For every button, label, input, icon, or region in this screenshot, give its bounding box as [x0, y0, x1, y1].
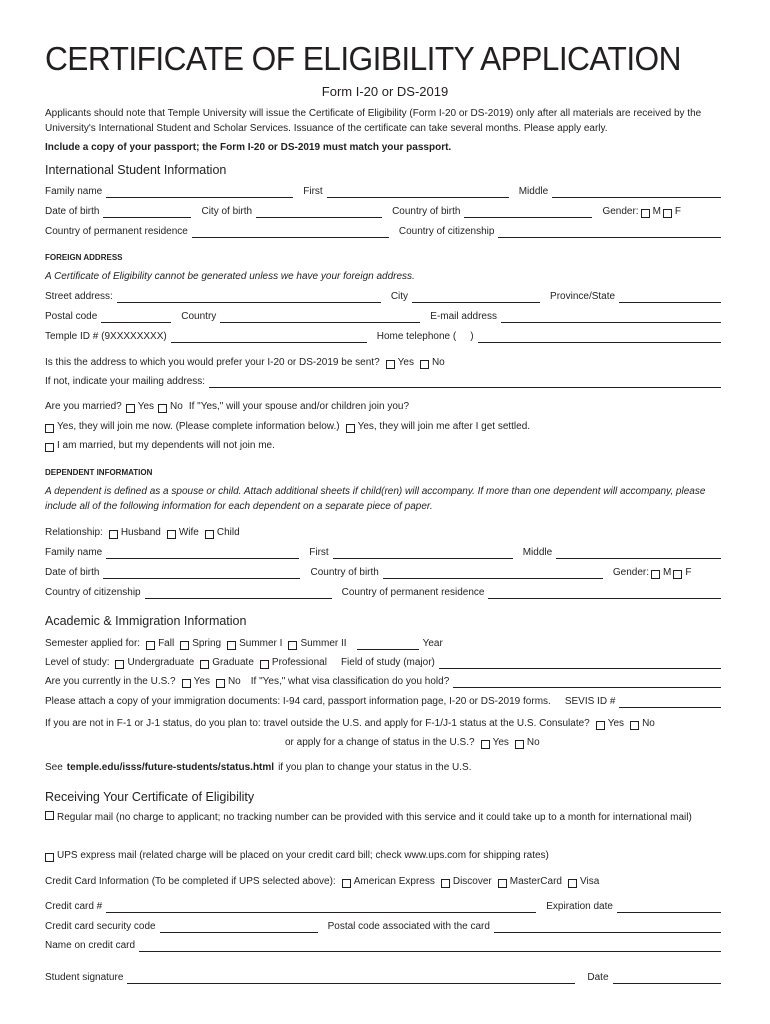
visa-question: If "Yes," what visa classification do you hold?	[250, 676, 450, 687]
prefer-yes-label: Yes	[397, 357, 414, 368]
postal-field[interactable]	[101, 312, 171, 323]
province-field[interactable]	[619, 292, 721, 303]
dependent-note: A dependent is defined as a spouse or child. Attach additional sheets if child(ren) will accompany. If more than one dependent will accompany, please include all of the following information for each dependent on a separate piece of paper.	[45, 486, 706, 512]
cc-name-row	[45, 939, 725, 952]
married-no-label: No	[170, 401, 183, 412]
student-birth-row	[45, 205, 725, 218]
street-label: Street address:	[45, 291, 113, 302]
family-name-label: Family name	[45, 186, 103, 197]
temple-id-row	[45, 330, 725, 343]
cc-info-label: Credit Card Information (To be completed if UPS selected above):	[45, 876, 336, 887]
security-code-label: Credit card security code	[45, 921, 156, 932]
mailing-field[interactable]	[209, 377, 721, 388]
country-field[interactable]	[220, 312, 420, 323]
dep-gender-m-label: M	[663, 567, 672, 578]
temple-id-field[interactable]	[171, 332, 367, 343]
dep-first-field[interactable]	[333, 548, 513, 559]
year-label: Year	[422, 638, 443, 649]
consulate-yes-label: Yes	[607, 718, 625, 729]
email-label: E-mail address	[430, 311, 497, 322]
join-later-checkbox[interactable]	[346, 424, 355, 433]
home-phone-label: Home telephone (	[376, 331, 457, 342]
dep-residence-field[interactable]	[488, 588, 721, 599]
country-of-birth-field[interactable]	[464, 207, 592, 218]
prefer-address-question: Is this the address to which you would prefer your I-20 or DS-2019 be sent?	[45, 357, 380, 368]
change-yes-label: Yes	[492, 737, 509, 748]
temple-id-label: Temple ID # (9XXXXXXXX)	[45, 331, 167, 342]
home-phone-paren: )	[470, 331, 474, 342]
cc-name-label: Name on credit card	[45, 940, 136, 951]
visa-label: Visa	[580, 876, 600, 887]
dependent-birth-row	[45, 566, 725, 579]
regular-mail-checkbox[interactable]	[45, 811, 54, 820]
mastercard-checkbox[interactable]	[498, 879, 507, 888]
visa-checkbox[interactable]	[568, 879, 577, 888]
first-name-field[interactable]	[327, 187, 509, 198]
city-of-birth-field[interactable]	[256, 207, 382, 218]
dep-gender-f-checkbox[interactable]	[673, 570, 682, 579]
not-join-label: I am married, but my dependents will not join me.	[57, 440, 275, 451]
summer1-checkbox[interactable]	[227, 641, 236, 650]
in-us-row	[45, 675, 725, 688]
passport-note: Include a copy of your passport; the Form I-20 or DS-2019 must match your passport.	[45, 142, 452, 153]
street-row	[45, 290, 725, 303]
dep-first-label: First	[309, 547, 329, 558]
street-field[interactable]	[117, 292, 381, 303]
regular-mail-label: Regular mail (no charge to applicant; no tracking number can be provided with this service and it could take up to a month for international mail)	[57, 812, 692, 823]
postal-label: Postal code	[45, 311, 98, 322]
residence-field[interactable]	[192, 227, 389, 238]
join-row	[45, 420, 725, 433]
wife-checkbox[interactable]	[167, 530, 176, 539]
province-label: Province/State	[550, 291, 616, 302]
in-us-no-label: No	[227, 676, 241, 687]
married-question: Are you married?	[45, 401, 122, 412]
not-join-row	[45, 439, 725, 452]
cc-info-row	[45, 875, 725, 888]
date-label: Date	[587, 972, 609, 983]
dep-middle-label: Middle	[522, 547, 553, 558]
prefer-address-row	[45, 356, 725, 369]
cc-number-row	[45, 900, 725, 913]
married-yes-label: Yes	[137, 401, 155, 412]
citizenship-label: Country of citizenship	[398, 226, 495, 237]
in-us-yes-label: Yes	[193, 676, 210, 687]
dep-gender-f-label: F	[685, 567, 692, 578]
page-title: CERTIFICATE OF ELIGIBILITY APPLICATION	[45, 40, 681, 77]
dep-dob-field[interactable]	[103, 568, 300, 579]
in-us-question: Are you currently in the U.S.?	[45, 676, 176, 687]
security-row	[45, 920, 725, 933]
gender-f-label: F	[674, 206, 682, 217]
expiration-label: Expiration date	[546, 901, 613, 912]
see-row	[45, 761, 725, 774]
card-postal-label: Postal code associated with the card	[327, 921, 490, 932]
married-no-checkbox[interactable]	[158, 404, 167, 413]
graduate-checkbox[interactable]	[200, 660, 209, 669]
discover-checkbox[interactable]	[441, 879, 450, 888]
dob-label: Date of birth	[45, 206, 100, 217]
security-code-field[interactable]	[160, 922, 318, 933]
gender-f-checkbox[interactable]	[663, 209, 672, 218]
signature-label: Student signature	[45, 972, 124, 983]
husband-checkbox[interactable]	[109, 530, 118, 539]
not-f1-row	[45, 717, 725, 730]
postal-row	[45, 310, 725, 323]
field-label: Field of study (major)	[340, 657, 435, 668]
fall-checkbox[interactable]	[146, 641, 155, 650]
summer2-checkbox[interactable]	[288, 641, 297, 650]
foreign-address-heading: FOREIGN ADDRESS	[45, 253, 123, 262]
relationship-label: Relationship:	[45, 527, 103, 538]
prefer-no-label: No	[431, 357, 445, 368]
citizenship-field[interactable]	[498, 227, 721, 238]
level-row	[45, 656, 725, 669]
amex-checkbox[interactable]	[342, 879, 351, 888]
fall-label: Fall	[158, 638, 175, 649]
semester-label: Semester applied for:	[45, 638, 141, 649]
semester-row	[45, 637, 725, 650]
change-no-checkbox[interactable]	[515, 740, 524, 749]
dependent-country-row	[45, 586, 725, 599]
graduate-label: Graduate	[212, 657, 254, 668]
student-section-heading: International Student Information	[45, 163, 227, 177]
country-label: Country	[181, 311, 217, 322]
gender-m-checkbox[interactable]	[641, 209, 650, 218]
signature-row	[45, 971, 725, 984]
professional-checkbox[interactable]	[260, 660, 269, 669]
gender-label: Gender:	[602, 206, 639, 217]
not-join-checkbox[interactable]	[45, 443, 54, 452]
sevis-field[interactable]	[619, 697, 721, 708]
relationship-row	[45, 526, 725, 539]
consulate-no-checkbox[interactable]	[630, 721, 639, 730]
regular-mail-option	[45, 810, 725, 825]
mailing-row	[45, 375, 725, 388]
city-of-birth-label: City of birth	[201, 206, 253, 217]
academic-section-heading: Academic & Immigration Information	[45, 614, 247, 628]
undergrad-label: Undergraduate	[127, 657, 195, 668]
summer2-label: Summer II	[300, 638, 347, 649]
dep-family-name-label: Family name	[45, 547, 103, 558]
not-f1-question: If you are not in F-1 or J-1 status, do you plan to: travel outside the U.S. and apply for F-1/J-1 status at the U.S. Consulate?	[45, 718, 590, 729]
first-name-label: First	[303, 186, 323, 197]
dependent-name-row	[45, 546, 725, 559]
dep-residence-label: Country of permanent residence	[341, 587, 485, 598]
dob-field[interactable]	[103, 207, 191, 218]
change-no-label: No	[526, 737, 540, 748]
spouse-question: If "Yes," will your spouse and/or children join you?	[188, 401, 410, 412]
level-label: Level of study:	[45, 657, 110, 668]
student-country-row	[45, 225, 725, 238]
dep-gender-m-checkbox[interactable]	[651, 570, 660, 579]
gender-m-label: M	[652, 206, 661, 217]
change-status-question: or apply for a change of status in the U.S.?	[285, 737, 475, 748]
married-yes-checkbox[interactable]	[126, 404, 135, 413]
spring-checkbox[interactable]	[180, 641, 189, 650]
attach-text: Please attach a copy of your immigration documents: I-94 card, passport information page, I-20 or DS-2019 forms.	[45, 696, 551, 707]
ups-checkbox[interactable]	[45, 853, 54, 862]
city-label: City	[390, 291, 409, 302]
ups-row	[45, 849, 725, 862]
amex-label: American Express	[353, 876, 435, 887]
student-name-row	[45, 185, 725, 198]
child-checkbox[interactable]	[205, 530, 214, 539]
cc-name-field[interactable]	[139, 941, 721, 952]
email-field[interactable]	[501, 312, 721, 323]
mailing-label: If not, indicate your mailing address:	[45, 376, 206, 387]
visa-field[interactable]	[453, 677, 721, 688]
dep-dob-label: Date of birth	[45, 567, 100, 578]
city-field[interactable]	[412, 292, 540, 303]
status-link[interactable]: temple.edu/isss/future-students/status.html	[66, 762, 275, 773]
join-later-label: Yes, they will join me after I get settled.	[357, 421, 531, 432]
middle-name-field[interactable]	[552, 187, 721, 198]
attach-row	[45, 695, 725, 708]
dep-family-name-field[interactable]	[106, 548, 299, 559]
year-field[interactable]	[357, 639, 419, 650]
mastercard-label: MasterCard	[509, 876, 562, 887]
card-postal-field[interactable]	[494, 922, 721, 933]
married-row	[45, 400, 725, 413]
dep-country-of-birth-field[interactable]	[383, 568, 603, 579]
ups-label: UPS express mail (related charge will be placed on your credit card bill; check www.ups.com for shipping rates)	[57, 850, 549, 861]
summer1-label: Summer I	[239, 638, 283, 649]
residence-label: Country of permanent residence	[45, 226, 188, 237]
consulate-yes-checkbox[interactable]	[596, 721, 605, 730]
cc-number-field[interactable]	[106, 902, 536, 913]
foreign-address-note: A Certificate of Eligibility cannot be generated unless we have your foreign address.	[45, 271, 415, 282]
cc-number-label: Credit card #	[45, 901, 103, 912]
form-subtitle: Form I-20 or DS-2019	[321, 84, 449, 99]
field-field[interactable]	[439, 658, 721, 669]
family-name-field[interactable]	[106, 187, 293, 198]
prefer-no-checkbox[interactable]	[420, 360, 429, 369]
intro-text: Applicants should note that Temple University will issue the Certificate of Eligibility (Form I-20 or DS-2019) only after all materials are received by the University's International Student and Scholar Services. Issuance of the certificate can take several months. Please apply early.	[45, 108, 702, 134]
signature-field[interactable]	[127, 973, 575, 984]
see-label: See	[45, 762, 63, 773]
change-yes-checkbox[interactable]	[481, 740, 490, 749]
discover-label: Discover	[452, 876, 492, 887]
receiving-section-heading: Receiving Your Certificate of Eligibility	[45, 790, 255, 804]
dep-citizenship-field[interactable]	[145, 588, 332, 599]
sevis-label: SEVIS ID #	[564, 696, 616, 707]
prefer-yes-checkbox[interactable]	[386, 360, 395, 369]
dep-citizenship-label: Country of citizenship	[45, 587, 141, 598]
expiration-field[interactable]	[617, 902, 721, 913]
join-now-checkbox[interactable]	[45, 424, 54, 433]
country-of-birth-label: Country of birth	[392, 206, 461, 217]
change-status-row	[285, 736, 685, 749]
home-phone-field[interactable]	[478, 332, 721, 343]
dep-country-of-birth-label: Country of birth	[310, 567, 379, 578]
dep-middle-field[interactable]	[556, 548, 721, 559]
child-label: Child	[216, 527, 240, 538]
husband-label: Husband	[120, 527, 161, 538]
consulate-no-label: No	[642, 718, 655, 729]
see-tail-text: if you plan to change your status in the U.S.	[278, 762, 472, 773]
wife-label: Wife	[178, 527, 199, 538]
in-us-yes-checkbox[interactable]	[182, 679, 191, 688]
in-us-no-checkbox[interactable]	[216, 679, 225, 688]
join-now-label: Yes, they will join me now. (Please complete information below.)	[57, 421, 340, 432]
middle-name-label: Middle	[518, 186, 549, 197]
spring-label: Spring	[192, 638, 222, 649]
dependent-heading: DEPENDENT INFORMATION	[45, 468, 153, 477]
dep-gender-label: Gender:	[612, 567, 649, 578]
undergrad-checkbox[interactable]	[115, 660, 124, 669]
professional-label: Professional	[271, 657, 327, 668]
date-field[interactable]	[613, 973, 721, 984]
